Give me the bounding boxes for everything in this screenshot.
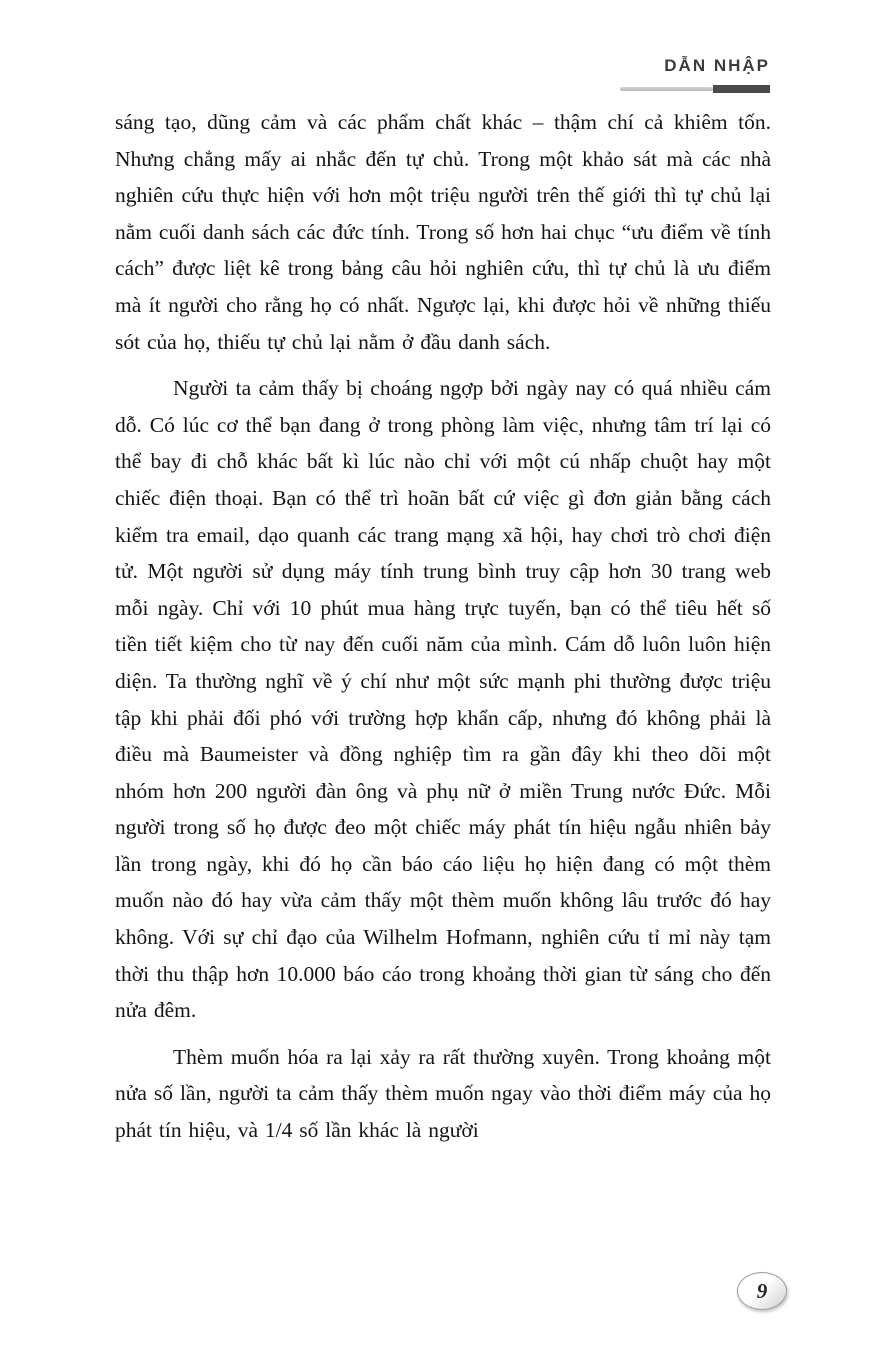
header-rule-light-segment [620, 87, 713, 91]
running-head [470, 56, 770, 93]
body-paragraph: Thèm muốn hóa ra lại xảy ra rất thường xuyên. Trong khoảng một nửa số lần, người ta cảm thấy thèm muốn ngay vào thời điểm máy của họ phát tín hiệu, và 1/4 số lần khác là người [115, 1044, 771, 1143]
body-text-block [115, 104, 771, 1159]
body-paragraph: Người ta cảm thấy bị choáng ngợp bởi ngày nay có quá nhiều cám dỗ. Có lúc cơ thể bạn đang ở trong phòng làm việc, nhưng tâm trí lại có thể bay đi chỗ khác bất kì lúc nào chỉ với một cú nhấp chuột hay một chiếc điện thoại. Bạn có thể trì hoãn bất cứ việc gì đơn giản bằng cách kiểm tra email, dạo quanh các trang mạng xã hội, hay chơi trò chơi điện tử. Một người sử dụng máy tính trung bình truy cập hơn 30 trang web mỗi ngày. Chỉ với 10 phút mua hàng trực tuyến, bạn có thể tiêu hết số tiền tiết kiệm cho từ nay đến cuối năm của mình. Cám dỗ luôn luôn hiện diện. Ta thường nghĩ về ý chí như một sức mạnh phi thường được triệu tập khi phải đối phó với trường hợp khẩn cấp, nhưng đó không phải là điều mà Baumeister và đồng nghiệp tìm ra gần đây khi theo dõi một nhóm hơn 200 người đàn ông và phụ nữ ở miền Trung nước Đức. Mỗi người trong số họ được đeo một chiếc máy phát tín hiệu ngẫu nhiên bảy lần trong ngày, khi đó họ cần báo cáo liệu họ hiện đang có một thèm muốn nào đó hay vừa cảm thấy một thèm muốn không lâu trước đó hay không. Với sự chỉ đạo của Wilhelm Hofmann, nghiên cứu tỉ mỉ này tạm thời thu thập hơn 10.000 báo cáo trong khoảng thời gian từ sáng cho đến nửa đêm. [115, 376, 771, 1023]
page-number-badge [737, 1272, 787, 1310]
chapter-header-title: DẪN NHẬP [664, 56, 770, 75]
header-rule [470, 85, 770, 93]
page-number: 9 [756, 1278, 768, 1303]
header-rule-dark-segment [713, 85, 770, 93]
body-paragraph: sáng tạo, dũng cảm và các phẩm chất khác – thậm chí cả khiêm tốn. Nhưng chẳng mấy ai nhắc đến tự chủ. Trong một khảo sát mà các nhà nghiên cứu thực hiện với hơn một triệu người trên thế giới thì tự chủ lại nằm cuối danh sách các đức tính. Trong số hơn hai chục “ưu điểm về tính cách” được liệt kê trong bảng câu hỏi nghiên cứu, thì tự chủ là ưu điểm mà ít người cho rằng họ có nhất. Ngược lại, khi được hỏi về những thiếu sót của họ, thiếu tự chủ lại nằm ở đầu danh sách. [115, 110, 771, 354]
